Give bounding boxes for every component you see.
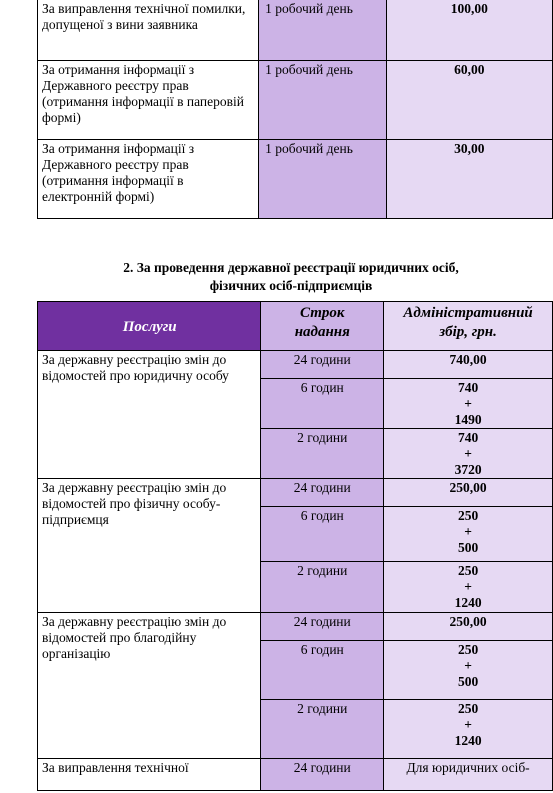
term-cell: 2 години (261, 700, 384, 759)
table-row (38, 140, 553, 219)
term-cell: 1 робочий день (259, 0, 387, 61)
section-heading (38, 259, 544, 295)
fee-cell: Для юридичних осіб- (384, 759, 553, 791)
section-heading-line: фізичних осіб-підприємців (209, 278, 373, 293)
column-header-term: Строк надання (261, 302, 384, 351)
fee-cell: 250,00 (384, 479, 553, 507)
fee-cell: 740,00 (384, 351, 553, 379)
service-cell: За виправлення технічної помилки, допущеної з вини заявника (38, 0, 259, 61)
fee-cell: 60,00 (386, 61, 552, 140)
fee-cell: 30,00 (386, 140, 552, 219)
term-cell: 1 робочий день (259, 61, 387, 140)
table-row (38, 61, 553, 140)
table-header-row (38, 302, 553, 351)
fee-cell: 250,00 (384, 613, 553, 641)
table-row (38, 759, 553, 791)
table-row (38, 351, 553, 379)
term-cell: 6 годин (261, 379, 384, 429)
section-heading-line: 2. За проведення державної реєстрації юридичних осіб, (123, 260, 459, 275)
term-cell: 24 години (261, 479, 384, 507)
fee-cell: 740 + 3720 (384, 429, 553, 479)
fees-table-legal-entities (37, 301, 553, 791)
service-cell: За державну реєстрацію змін до відомостей про юридичну особу (38, 351, 261, 479)
term-cell: 1 робочий день (259, 140, 387, 219)
column-header-services: Послуги (38, 302, 261, 351)
service-cell: За державну реєстрацію змін до відомостей про благодійну організацію (38, 613, 261, 759)
table-row (38, 613, 553, 641)
term-cell: 6 годин (261, 507, 384, 562)
fee-cell: 250 + 500 (384, 641, 553, 700)
term-cell: 2 години (261, 429, 384, 479)
service-cell: За державну реєстрацію змін до відомостей про фізичну особу-підприємця (38, 479, 261, 613)
term-cell: 2 години (261, 562, 384, 613)
term-cell: 24 години (261, 759, 384, 791)
table-row (38, 479, 553, 507)
term-cell: 24 години (261, 613, 384, 641)
fee-cell: 740 + 1490 (384, 379, 553, 429)
fee-cell: 250 + 1240 (384, 562, 553, 613)
term-cell: 24 години (261, 351, 384, 379)
fee-cell: 250 + 1240 (384, 700, 553, 759)
service-cell: За виправлення технічної (38, 759, 261, 791)
table-row (38, 0, 553, 61)
fee-cell: 250 + 500 (384, 507, 553, 562)
fee-cell: 100,00 (386, 0, 552, 61)
term-cell: 6 годин (261, 641, 384, 700)
service-cell: За отримання інформації з Державного реєстру прав (отримання інформації в електронній формі) (38, 140, 259, 219)
fees-table-registry (37, 0, 553, 219)
column-header-fee: Адміністративний збір, грн. (384, 302, 553, 351)
service-cell: За отримання інформації з Державного реєстру прав (отримання інформації в паперовій формі) (38, 61, 259, 140)
